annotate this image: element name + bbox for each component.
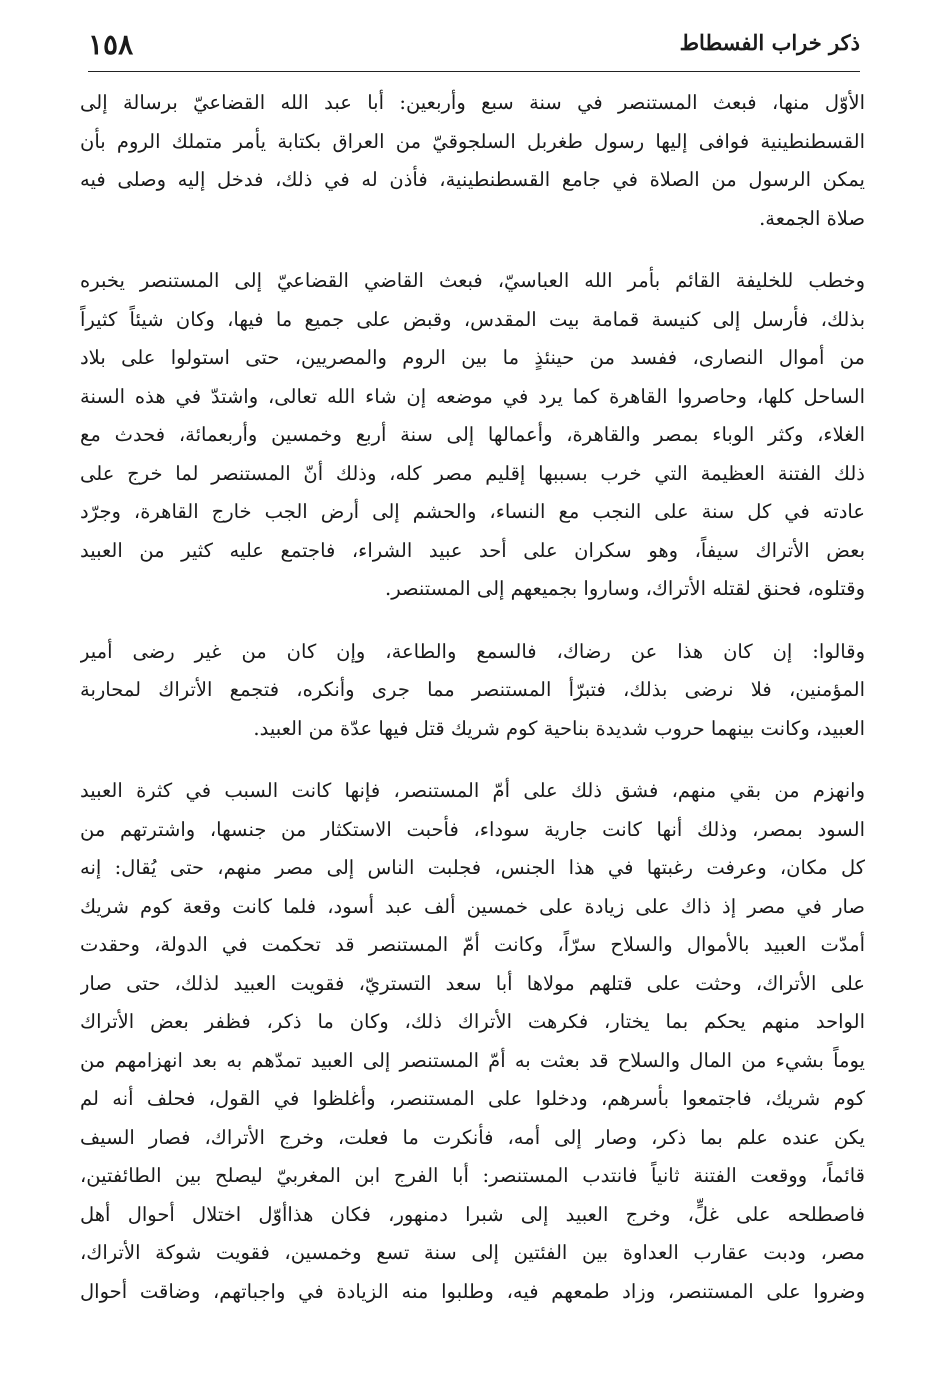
text-line: بذلك، فأرسل إلى كنيسة قمامة بيت المقدس، وقبض على جميع ما فيها، وكان شيئاً كثيراً [80,307,865,331]
text-line: من أموال النصارى، ففسد من حينئذٍ ما بين الروم والمصريين، حتى استولوا على بلاد [80,346,865,369]
text-line: المؤمنين، فلا نرضى بذلك، فتبرّأ المستنصر مما جرى وأنكره، فتجمع الأتراك لمحاربة [80,678,865,701]
text-line: أمدّت العبيد بالأموال والسلاح سرّاً، وكانت أمّ المستنصر قد تحكمت في الدولة، وحقدت [80,933,865,956]
text-line: الغلاء، وكثر الوباء بمصر والقاهرة، وأعمالها إلى سنة أربع وخمسين وأربعمائة، فحدث مع [80,423,865,446]
text-line: يكن عنده علم بما ذكر، وصار إلى أمه، فأنكرت ما فعلت، وخرج الأتراك، فصار السيف [80,1125,865,1149]
text-line: وضروا على المستنصر، وزاد طمعهم فيه، وطلبوا منه الزيادة في واجباتهم، وضاقت أحوال [80,1279,865,1303]
text-line: كل مكان، وعرفت رغبتها في هذا الجنس، فجلبت الناس إلى مصر منهم، حتى يُقال: إنه [80,856,865,879]
paragraph [80,262,865,609]
body-text [80,84,865,1335]
running-head-title: ذكر خراب الفسطاط [679,30,860,55]
text-line: قائماً، ووقعت الفتنة ثانياً فانتدب المستنصر: أبا الفرج ابن المغربيّ ليصلح بين الطائفتين، [80,1164,865,1187]
text-line: وانهزم من بقي منهم، فشق ذلك على أمّ المستنصر، فإنها كانت السبب في كثرة العبيد [80,779,865,802]
text-line: وخطب للخليفة القائم بأمر الله العباسيّ، فبعث القاضي القضاعيّ إلى المستنصر يخبره [80,269,865,292]
text-line: القسطنطينية فوافى إليها رسول طغربل السلجوقيّ من العراق بكتابة يأمر متملك الروم بأن [80,129,865,153]
text-line: يمكن الرسول من الصلاة في جامع القسطنطينية، فأذن له في ذلك، فدخل إليه وصلى فيه [80,168,865,191]
text-line: صلاة الجمعة. [759,206,865,230]
text-line: الواحد منهم يحكم بما يختار، فكرهت الأتراك ذلك، وكان ما ذكر، فظفر بعض الأتراك [80,1010,865,1033]
text-line: عادته في كل سنة على النجب مع النساء، والحشم إلى أرض الجب خارج القاهرة، وجرّد [80,500,865,523]
text-line: وقتلوه، فحنق لقتله الأتراك، وساروا بجميعهم إلى المستنصر. [385,577,865,600]
text-line: كوم شريك، فاجتمعوا بأسرهم، ودخلوا على المستنصر، وأغلظوا في القول، فحلف أنه لم [80,1087,865,1110]
paragraph [80,772,865,1311]
text-line: السود بمصر، وذلك أنها كانت جارية سوداء، فأحبت الاستكثار من جنسها، واشترتهم من [80,817,865,841]
text-line: صار في مصر إذ ذاك على زيادة على خمسين ألف عبد أسود، فلما كانت وقعة كوم شريك [80,894,865,918]
text-line: بعض الأتراك سيفاً، وهو سكران على أحد عبيد الشراء، فاجتمع عليه كثير من العبيد [80,538,865,562]
text-line: على الأتراك، وحثت على قتلهم مولاها أبا سعد التستريّ، فقويت العبيد لذلك، حتى صار [80,971,865,995]
text-line: فاصطلحه على غلٍّ، وخرج العبيد إلى شبرا دمنهور، فكان هذاأوّل اختلال أحوال أهل [80,1202,865,1226]
text-line: العبيد، وكانت بينهما حروب شديدة بناحية كوم شريك قتل فيها عدّة من العبيد. [253,716,865,740]
text-line: وقالوا: إن كان هذا عن رضاك، فالسمع والطاعة، وإن كان من غير رضى أمير [80,639,865,663]
text-line: الساحل كلها، وحاصروا القاهرة كما يرد في موضعه إن شاء الله تعالى، واشتدّ في هذه السنة [80,384,865,408]
text-line: يوماً بشيء من المال والسلاح قد بعثت به أمّ المستنصر إلى العبيد تمدّهم به بعد انهزامهم من [80,1048,865,1072]
paragraph [80,84,865,238]
text-line: مصر، ودبت عقارب العداوة بين الفئتين إلى سنة تسع وخمسين، فقويت شوكة الأتراك، [80,1241,865,1264]
header-rule [88,71,860,72]
page-number: ١٥٨ [88,28,134,61]
text-line: الأوّل منها، فبعث المستنصر في سنة سبع وأربعين: أبا عبد الله القضاعيّ برسالة إلى [80,91,865,114]
text-line: ذلك الفتنة العظيمة التي خرب بسببها إقليم مصر كله، وذلك أنّ المستنصر لما خرج على [80,461,865,485]
paragraph [80,633,865,749]
running-head [88,28,860,68]
